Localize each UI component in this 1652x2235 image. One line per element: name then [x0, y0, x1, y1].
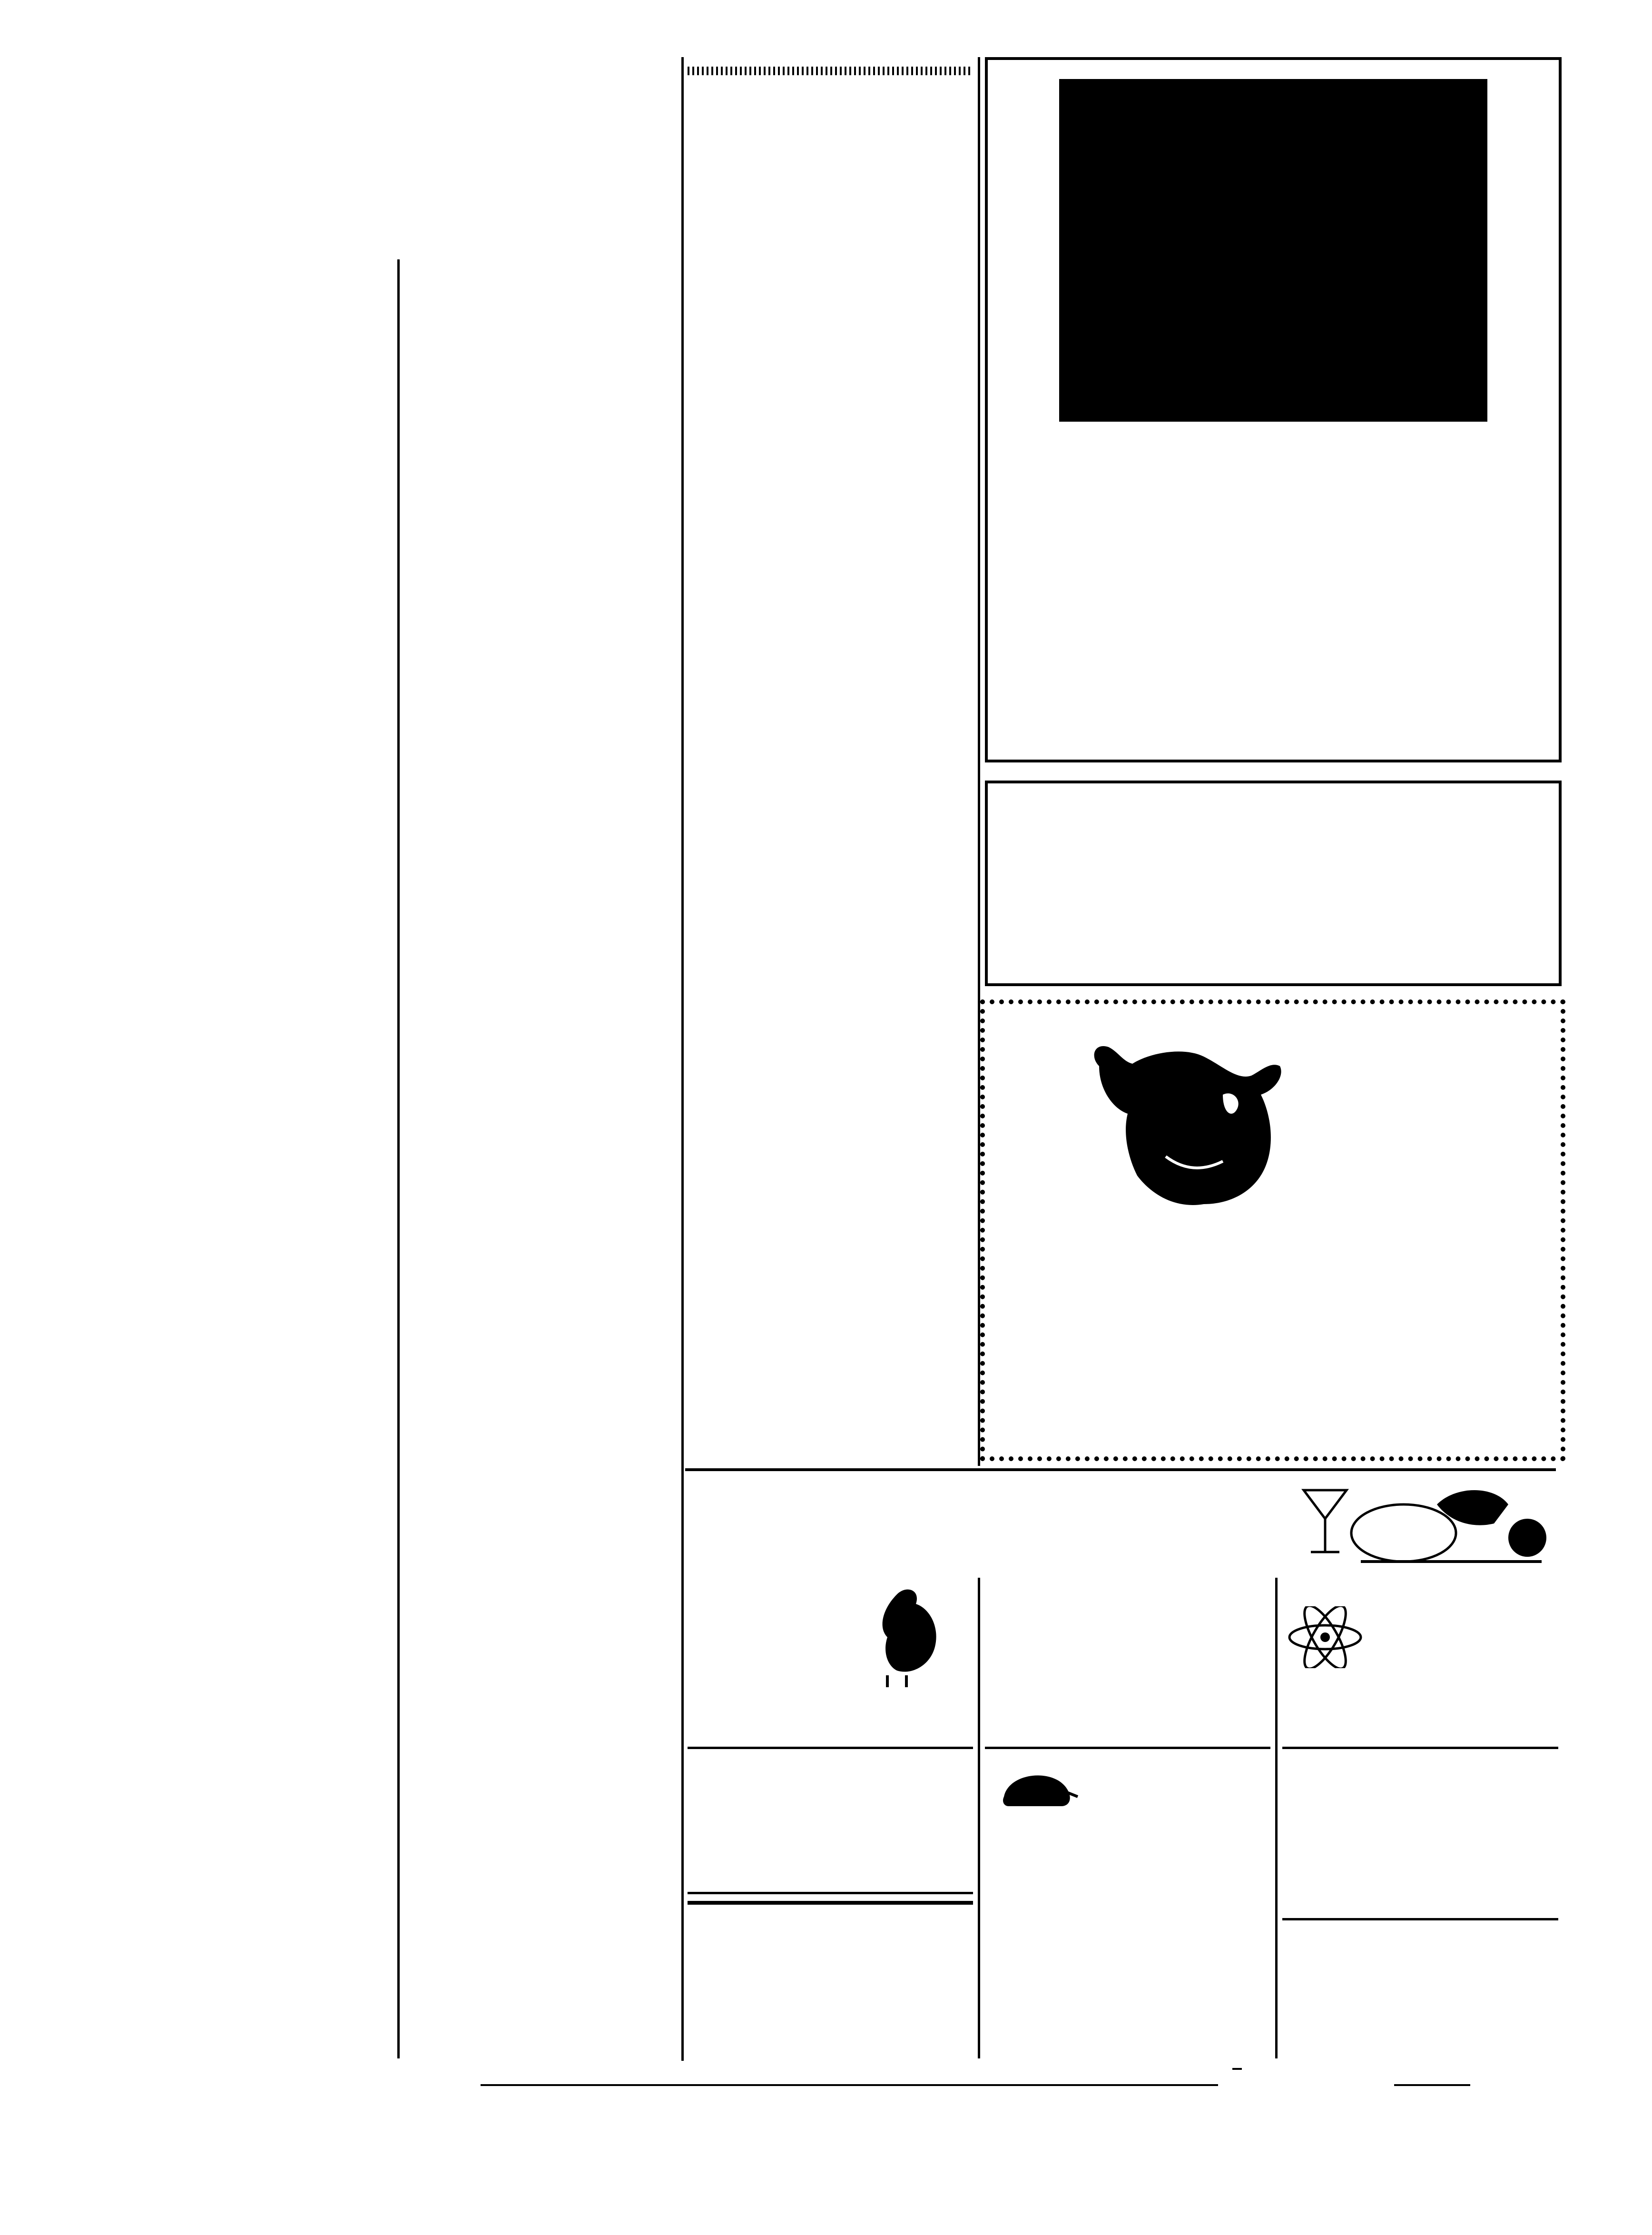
armadillo-icon: [994, 1759, 1080, 1816]
tatu-ad: [985, 1747, 1270, 2061]
tarantela-ad: [688, 1747, 973, 1887]
column-divider: [681, 57, 684, 2061]
page-footer: [81, 2068, 1561, 2101]
rooster-icon: [868, 1585, 944, 1690]
footer-newspaper: [1232, 2068, 1242, 2070]
column-divider: [397, 259, 400, 2058]
alentejano-title: [688, 1901, 973, 1905]
footer-rule: [1394, 2084, 1470, 2086]
galeria-logo: [1059, 79, 1487, 422]
toni-dos-bifes-ad: [985, 1580, 1270, 1737]
bull-icon: [1080, 1038, 1289, 1214]
arameiro-ad: [688, 1580, 973, 1737]
column-divider: [1275, 1578, 1278, 2058]
atom-icon: [1287, 1606, 1363, 1668]
cinema-column-middle: [404, 259, 678, 2058]
parreirinha-ad: [1282, 1918, 1558, 2061]
monte-alentejano-ad: [688, 1892, 973, 2061]
food-illustration-icon: [1294, 1476, 1551, 1571]
footer-rule: [481, 2084, 1218, 2086]
bolide-ad: [1282, 1747, 1558, 1916]
column-divider: [978, 1578, 980, 2058]
conferencia-recital-ad: [985, 781, 1562, 986]
atomo-ad: [1282, 1580, 1558, 1737]
toiros-santarem-ad: [980, 999, 1565, 1461]
galeria-48-ad: [985, 57, 1562, 762]
camara-loures-notice: [688, 62, 973, 719]
cinema-column-left: [86, 259, 390, 2058]
decorative-rule: [688, 67, 973, 75]
outros-espectaculos: [688, 726, 973, 1454]
bom-apetite-section: [685, 1468, 1556, 1576]
